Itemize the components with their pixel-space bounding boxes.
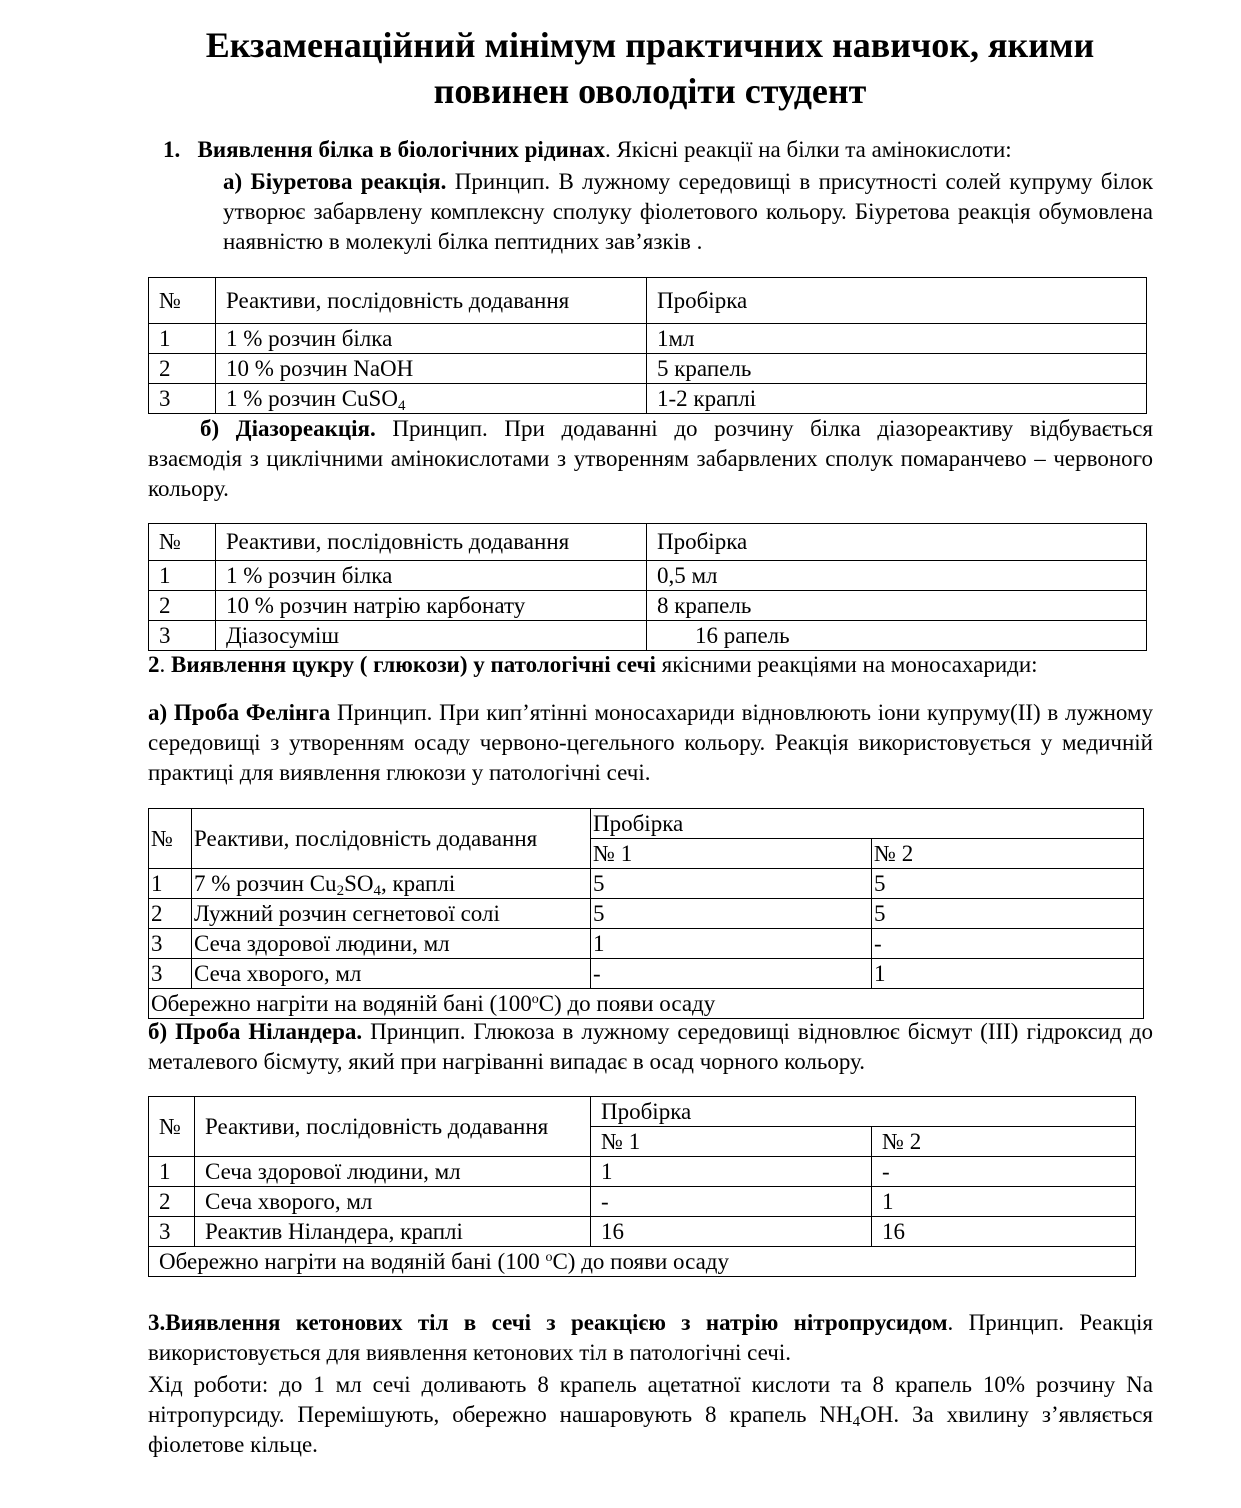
row-number: 1 <box>149 324 216 354</box>
tube-2-value: 1 <box>872 959 1144 989</box>
subscript: 4 <box>373 882 381 899</box>
row-reagent: Сеча хворого, мл <box>195 1187 591 1217</box>
diazo-label: б) Діазореакція. <box>200 416 376 441</box>
note-text: С) до появи осаду <box>538 990 716 1016</box>
header-tube-2: № 2 <box>872 1127 1136 1157</box>
row-number: 2 <box>149 591 216 621</box>
row-number: 1 <box>149 1157 195 1187</box>
subscript: 2 <box>336 882 345 899</box>
reagent-text: , краплі <box>380 870 456 896</box>
table-row <box>149 324 1147 354</box>
header-tube: Пробірка <box>647 278 1147 324</box>
row-reagent: 1 % розчин білка <box>216 561 647 591</box>
table-note-row <box>149 989 1144 1019</box>
header-tube-2: № 2 <box>872 839 1144 869</box>
row-number: 1 <box>149 561 216 591</box>
tube-1-value: 1 <box>591 1157 872 1187</box>
table-row <box>149 1187 1136 1217</box>
row-amount: 1-2 краплі <box>647 384 1147 414</box>
row-number: 2 <box>149 354 216 384</box>
tube-1-value: - <box>591 959 872 989</box>
section1-heading-rest: . Якісні реакції на білки та амінокислоти: <box>604 137 1012 162</box>
diazo-paragraph <box>148 414 1153 504</box>
superscript: о <box>545 1249 553 1265</box>
table-row <box>149 384 1147 414</box>
tube-2-value: 5 <box>872 869 1144 899</box>
section2-heading-bold: Виявлення цукру ( глюкози) у патологічні сечі <box>171 652 656 677</box>
table-row <box>149 561 1147 591</box>
reagent-text: SO <box>344 870 374 896</box>
table-header-row <box>149 524 1147 561</box>
row-reagent: Сеча хворого, мл <box>192 959 591 989</box>
row-reagent: Реактив Ніландера, краплі <box>195 1217 591 1247</box>
row-reagent: Діазосуміш <box>216 621 647 651</box>
row-reagent: Сеча здорової людини, мл <box>192 929 591 959</box>
subscript: 4 <box>397 397 406 414</box>
table-row <box>149 869 1144 899</box>
table-row <box>149 354 1147 384</box>
header-number: № <box>149 1097 195 1157</box>
table-row <box>149 899 1144 929</box>
table-row <box>149 621 1147 651</box>
document-title <box>150 22 1150 114</box>
tube-2-value: 16 <box>872 1217 1136 1247</box>
header-tube-1: № 1 <box>591 839 872 869</box>
nylander-text: Принцип. Глюкоза в лужному середовищі відновлює бісмут (ІІІ) гідроксид до металевого бісмуту, який при нагріванні випадає в осад чорного кольору. <box>148 1019 1153 1074</box>
section2-heading-rest: якісними реакціями на моносахариди: <box>655 652 1038 677</box>
tube-1-value: - <box>591 1187 872 1217</box>
section1-heading-bold: Виявлення білка в біологічних рідинах <box>197 137 605 162</box>
header-reagents: Реактиви, послідовність додавання <box>195 1097 591 1157</box>
row-number: 1 <box>149 869 192 899</box>
table-header-row <box>149 278 1147 324</box>
row-reagent <box>216 384 647 414</box>
title-line-2: повинен оволодіти студент <box>433 71 867 111</box>
header-reagents: Реактиви, послідовність додавання <box>192 809 591 869</box>
section1-heading <box>163 135 1153 165</box>
table-row <box>149 1157 1136 1187</box>
row-amount: 5 крапель <box>647 354 1147 384</box>
tube-2-value: 5 <box>872 899 1144 929</box>
header-tube: Пробірка <box>591 809 1144 839</box>
section2-dot: . <box>159 652 171 677</box>
row-number: 2 <box>149 1187 195 1217</box>
row-number: 2 <box>149 899 192 929</box>
row-amount: 1мл <box>647 324 1147 354</box>
biuret-paragraph <box>223 167 1153 257</box>
section3-paragraph <box>148 1308 1153 1368</box>
tube-1-value: 16 <box>591 1217 872 1247</box>
tube-1-value: 1 <box>591 929 872 959</box>
section2-number: 2 <box>148 652 160 677</box>
section3-heading-rest: . Принцип. Реакція використовується для виявлення кетонових тіл в патологічні сечі. <box>148 1310 1154 1365</box>
header-number: № <box>149 278 216 324</box>
procedure-text: Хід роботи: до 1 мл сечі доливають 8 крапель ацетатної кислоти та 8 крапель 10% розчину Na нітропурсиду. Перемішують, обережно нашаровують 8 крапель NH <box>148 1372 1153 1427</box>
row-amount: 0,5 мл <box>647 561 1147 591</box>
header-tube: Пробірка <box>591 1097 1136 1127</box>
header-reagents: Реактиви, послідовність додавання <box>216 278 647 324</box>
tube-2-value: - <box>872 929 1144 959</box>
nylander-paragraph <box>148 1017 1153 1077</box>
nylander-label: б) Проба Ніландера. <box>148 1019 363 1044</box>
tube-2-value: - <box>872 1157 1136 1187</box>
note-text: С) до появи осаду <box>552 1248 729 1274</box>
table-header-row <box>149 1097 1136 1127</box>
row-amount: 16 рапель <box>647 621 1147 651</box>
biuret-table <box>148 277 1147 414</box>
procedure-text: OH. За хвилину з’являється фіолетове кільце. <box>148 1402 1153 1457</box>
biuret-text: Принцип. В лужному середовищі в присутності солей купруму білок утворює забарвлену комплексну сполуку фіолетового кольору. Біуретова реакція обумовлена наявністю в молекулі білка пептидних зав’язків . <box>223 169 1153 254</box>
table-row <box>149 1217 1136 1247</box>
header-tube-1: № 1 <box>591 1127 872 1157</box>
fehling-text: Принцип. При кип’ятінні моносахариди відновлюють іони купруму(ІІ) в лужному середовищі з утворенням осаду червоно-цегельного кольору. Реакція використовується у медичній практиці для виявлення глюкози у патологічні сечі. <box>148 700 1154 785</box>
reagent-text: 7 % розчин Cu <box>194 870 337 896</box>
row-amount: 8 крапель <box>647 591 1147 621</box>
diazo-text: Принцип. При додаванні до розчину білка діазореактиву відбувається взаємодія з циклічними амінокислотами з утворенням забарвлених сполук помаранчево – червоного кольору. <box>148 416 1153 501</box>
table-header-row <box>149 809 1144 839</box>
header-number: № <box>149 524 216 561</box>
section3-heading-bold: 3.Виявлення кетонових тіл в сечі з реакцією з натрію нітропрусидом <box>148 1310 948 1335</box>
superscript: о <box>531 991 539 1007</box>
row-number: 3 <box>149 1217 195 1247</box>
table-row <box>149 591 1147 621</box>
row-number: 3 <box>149 621 216 651</box>
tube-1-value: 5 <box>591 899 872 929</box>
row-number: 3 <box>149 384 216 414</box>
row-reagent: 1 % розчин білка <box>216 324 647 354</box>
reagent-text: 1 % розчин CuSO <box>226 385 398 411</box>
header-reagents: Реактиви, послідовність додавання <box>216 524 647 561</box>
diazo-table <box>148 523 1147 651</box>
subscript: 4 <box>852 1414 861 1430</box>
row-number: 3 <box>149 959 192 989</box>
note-text: Обережно нагріти на водяній бані (100 <box>159 1248 546 1274</box>
section2-heading <box>148 650 1153 680</box>
note-text: Обережно нагріти на водяній бані (100 <box>151 990 532 1016</box>
title-line-1: Екзаменаційний мінімум практичних навичок, якими <box>205 25 1095 65</box>
heating-note <box>149 989 1144 1019</box>
tube-2-value: 1 <box>872 1187 1136 1217</box>
table-row <box>149 929 1144 959</box>
fehling-paragraph <box>148 698 1153 788</box>
biuret-label: а) Біуретова реакція. <box>223 169 447 194</box>
table-row <box>149 959 1144 989</box>
row-number: 3 <box>149 929 192 959</box>
section3-procedure <box>148 1370 1153 1460</box>
row-reagent: Сеча здорової людини, мл <box>195 1157 591 1187</box>
row-reagent: Лужний розчин сегнетової солі <box>192 899 591 929</box>
fehling-label: а) Проба Фелінга <box>148 700 331 725</box>
section1-number: 1. <box>163 137 181 162</box>
row-reagent <box>192 869 591 899</box>
header-number: № <box>149 809 192 869</box>
fehling-table <box>148 808 1144 1019</box>
table-note-row <box>149 1247 1136 1277</box>
tube-1-value: 5 <box>591 869 872 899</box>
nylander-table <box>148 1096 1136 1277</box>
heating-note <box>149 1247 1136 1277</box>
row-reagent: 10 % розчин натрію карбонату <box>216 591 647 621</box>
header-tube: Пробірка <box>647 524 1147 561</box>
row-reagent: 10 % розчин NaOH <box>216 354 647 384</box>
